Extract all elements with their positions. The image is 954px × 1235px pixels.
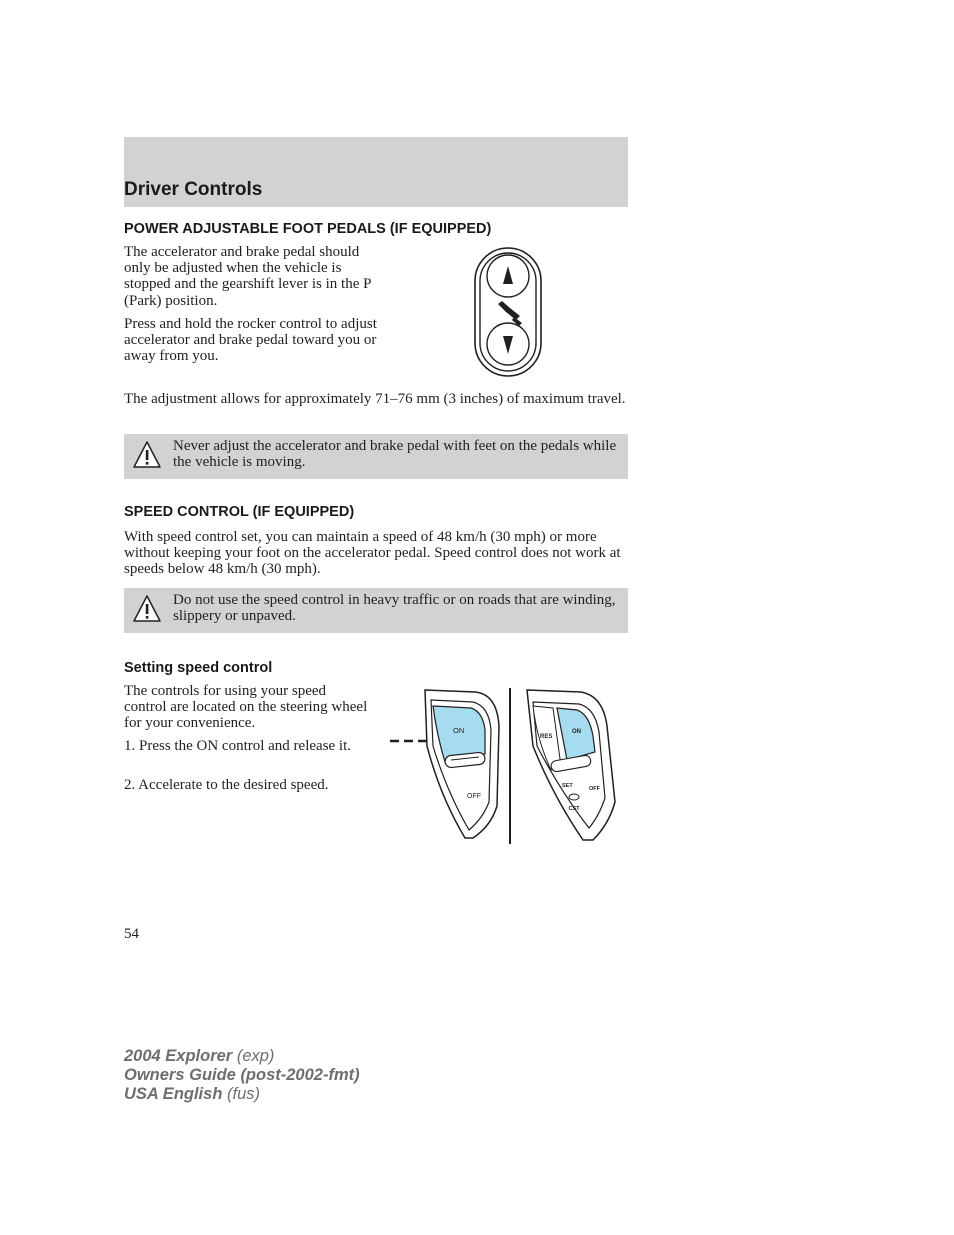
left-switch-pod xyxy=(425,690,499,838)
footer-line-3 xyxy=(124,1085,360,1104)
pedals-heading: POWER ADJUSTABLE FOOT PEDALS (IF EQUIPPED) xyxy=(124,221,492,237)
pedals-warning-text: Never adjust the accelerator and brake pedal with feet on the pedals while the vehicle is moving. xyxy=(173,438,617,471)
left-on-label: ON xyxy=(453,726,465,735)
footer-language-code: (fus) xyxy=(227,1085,260,1103)
setting-step-2: 2. Accelerate to the desired speed. xyxy=(124,777,329,793)
pedals-warning-box xyxy=(124,434,628,479)
setting-step-1: 1. Press the ON control and release it. xyxy=(124,738,352,754)
right-cst-label: CST xyxy=(568,806,580,812)
right-set-label: SET xyxy=(562,783,573,789)
speed-control-switches-illustration xyxy=(385,686,621,846)
left-off-label: OFF xyxy=(467,793,481,800)
setting-speed-heading: Setting speed control xyxy=(124,660,273,676)
speed-control-paragraph: With speed control set, you can maintain a speed of 48 km/h (30 mph) or more without keeping your foot on the accelerator pedal. Speed control does not work at speeds below 48 km/h (30 mph). xyxy=(124,529,621,578)
right-off-label: OFF xyxy=(589,786,600,792)
speed-control-heading: SPEED CONTROL (IF EQUIPPED) xyxy=(124,504,355,520)
footer-line-1 xyxy=(124,1047,360,1066)
right-on-label: ON xyxy=(572,729,581,735)
section-header-band xyxy=(124,137,628,207)
warning-triangle-icon xyxy=(132,440,162,470)
pedals-paragraph-3: The adjustment allows for approximately 71–76 mm (3 inches) of maximum travel. xyxy=(124,391,626,407)
pedals-paragraph-1: The accelerator and brake pedal should only be adjusted when the vehicle is stopped and the gearshift lever is in the P (Park) position. xyxy=(124,244,371,309)
right-res-label: RES xyxy=(540,734,553,740)
setting-speed-paragraph: The controls for using your speed control are located on the steering wheel for your convenience. xyxy=(124,683,368,732)
document-footer xyxy=(124,1047,360,1104)
footer-line-2: Owners Guide (post-2002-fmt) xyxy=(124,1066,360,1084)
pedal-rocker-switch-illustration xyxy=(470,244,546,380)
page-number: 54 xyxy=(124,926,139,942)
right-switch-pod xyxy=(527,690,615,840)
footer-language: USA English xyxy=(124,1085,223,1103)
section-title: Driver Controls xyxy=(124,179,263,200)
speed-control-warning-text: Do not use the speed control in heavy traffic or on roads that are winding, slippery or unpaved. xyxy=(173,592,616,625)
footer-model: 2004 Explorer xyxy=(124,1047,233,1065)
warning-triangle-icon xyxy=(132,594,162,624)
speed-control-warning-box xyxy=(124,588,628,633)
pedals-paragraph-2: Press and hold the rocker control to adjust accelerator and brake pedal toward you or away from you. xyxy=(124,316,377,365)
footer-model-code: (exp) xyxy=(236,1047,275,1065)
